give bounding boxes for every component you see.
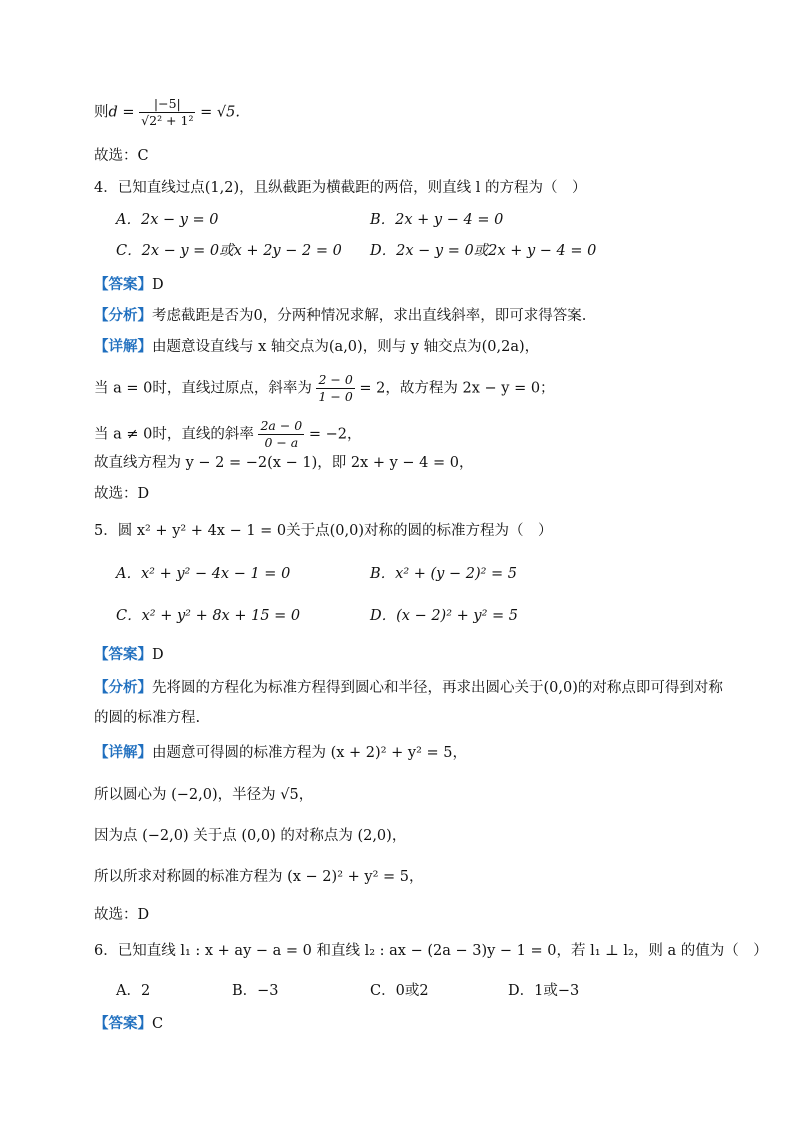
q5-detail-2: 所以圆心为 (−2,0)，半径为 √5， [94, 787, 314, 803]
slope-fraction [258, 418, 304, 451]
formula-rhs: = √5. [200, 104, 240, 121]
q3-choose: 故选：C [94, 148, 149, 164]
q6-answer [94, 1014, 163, 1034]
q4-detail-4: 故直线方程为 y − 2 = −2(x − 1)，即 2x + y − 4 = 0， [94, 455, 474, 471]
analysis-text: 考虑截距是否为0，分两种情况求解，求出直线斜率，即可求得答案. [152, 308, 587, 324]
detail-text: = −2， [308, 426, 362, 443]
detail-text: 当 a ≠ 0时，直线的斜率 [94, 426, 254, 443]
q6-option-a: A．2 [116, 983, 151, 999]
q5-option-c: C．x² + y² + 8x + 15 = 0 [116, 608, 301, 624]
fraction-denominator: √2² + 1² [141, 113, 194, 128]
analysis-tag: 【分析】 [94, 307, 152, 324]
detail-tag: 【详解】 [94, 338, 152, 355]
q4-option-c: C．2x − y = 0或x + 2y − 2 = 0 [116, 243, 342, 259]
q4-stem: 4．已知直线过点(1,2)，且纵截距为横截距的两倍，则直线 l 的方程为（ ） [94, 180, 587, 196]
q4-analysis [94, 306, 586, 326]
q5-analysis-2: 的圆的标准方程. [94, 710, 201, 726]
q5-detail-3: 因为点 (−2,0) 关于点 (0,0) 的对称点为 (2,0)， [94, 828, 407, 844]
answer-tag: 【答案】 [94, 646, 152, 663]
q5-detail-4: 所以所求对称圆的标准方程为 (x − 2)² + y² = 5， [94, 869, 424, 885]
answer-value: D [152, 647, 164, 663]
q4-detail-1 [94, 337, 539, 357]
answer-tag: 【答案】 [94, 276, 152, 293]
q6-option-d: D．1或−3 [508, 983, 580, 999]
answer-value: C [152, 1016, 164, 1032]
q5-answer [94, 645, 164, 665]
q5-choose: 故选：D [94, 907, 150, 923]
q3-distance-formula [94, 96, 240, 129]
q5-option-d: D．(x − 2)² + y² = 5 [370, 608, 518, 624]
answer-value: D [152, 277, 164, 293]
q4-option-b: B．2x + y − 4 = 0 [370, 212, 504, 228]
detail-text: 由题意可得圆的标准方程为 (x + 2)² + y² = 5， [152, 745, 467, 761]
q6-option-c: C．0或2 [370, 983, 429, 999]
distance-fraction [139, 96, 195, 129]
q6-stem: 6．已知直线 l₁ : x + ay − a = 0 和直线 l₂ : ax − (2a − 3)y − 1 = 0，若 l₁ ⊥ l₂，则 a 的值为（ ） [94, 943, 768, 959]
fraction-denominator: 1 − 0 [318, 389, 353, 404]
q5-analysis-1 [94, 678, 723, 698]
analysis-text: 先将圆的方程化为标准方程得到圆心和半径，再求出圆心关于(0,0)的对称点即可得到对称 [152, 680, 723, 696]
analysis-tag: 【分析】 [94, 679, 152, 696]
formula-prefix: 则 [94, 104, 109, 121]
fraction-numerator: 2 − 0 [318, 372, 353, 387]
detail-text: = 2，故方程为 2x − y = 0； [359, 380, 555, 397]
detail-text: 由题意设直线与 x 轴交点为(a,0)，则与 y 轴交点为(0,2a)， [152, 339, 540, 355]
q4-choose: 故选：D [94, 486, 150, 502]
q5-stem: 5．圆 x² + y² + 4x − 1 = 0关于点(0,0)对称的圆的标准方程为（ ） [94, 523, 553, 539]
q4-detail-3 [94, 418, 362, 451]
q6-option-b: B．−3 [232, 983, 279, 999]
q5-option-b: B．x² + (y − 2)² = 5 [370, 566, 518, 582]
slope-fraction [316, 372, 354, 405]
q4-answer [94, 275, 164, 295]
q5-detail-1 [94, 743, 467, 763]
answer-tag: 【答案】 [94, 1015, 152, 1032]
q5-option-a: A．x² + y² − 4x − 1 = 0 [116, 566, 291, 582]
q4-detail-2 [94, 372, 555, 405]
fraction-denominator: 0 − a [264, 435, 299, 450]
detail-tag: 【详解】 [94, 744, 152, 761]
fraction-numerator: |−5| [139, 96, 195, 113]
q4-option-d: D．2x − y = 0或2x + y − 4 = 0 [370, 243, 597, 259]
detail-text: 当 a = 0时，直线过原点，斜率为 [94, 380, 312, 397]
formula-lhs: d = [108, 104, 135, 121]
q4-option-a: A．2x − y = 0 [116, 212, 219, 228]
fraction-numerator: 2a − 0 [260, 418, 303, 433]
